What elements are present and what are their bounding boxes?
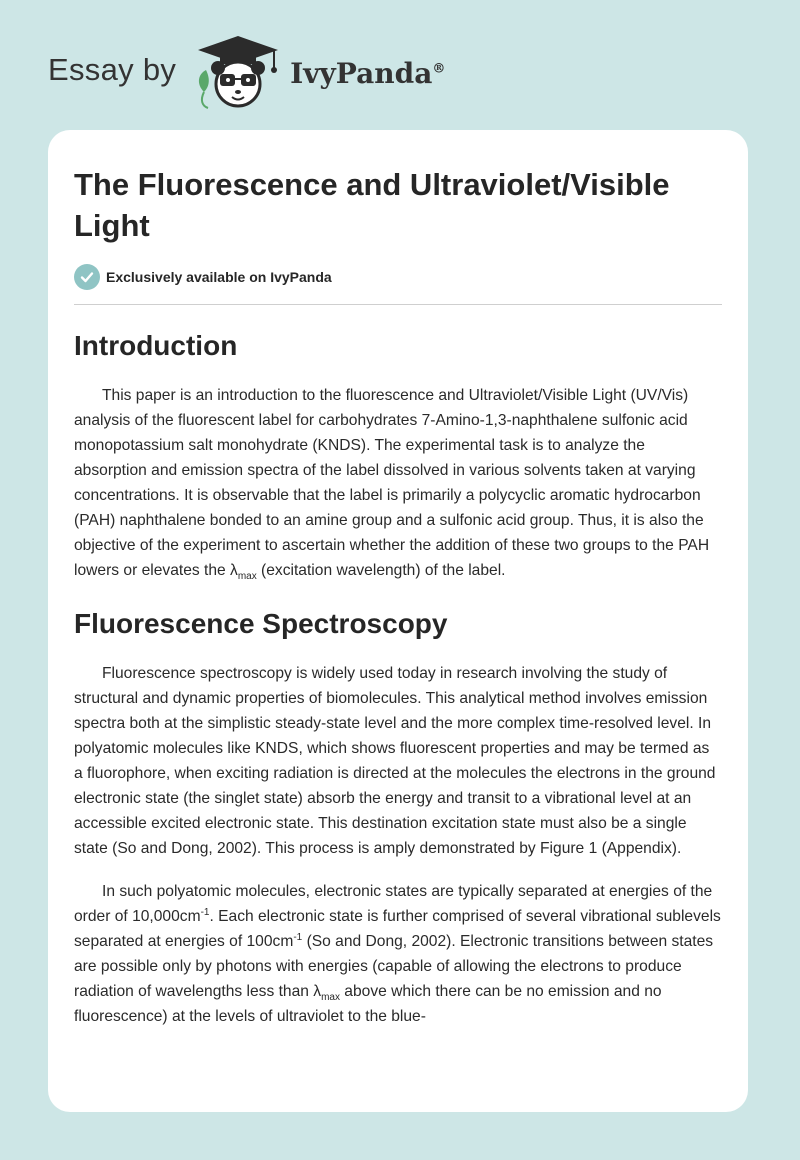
fluorescence-paragraph-1: Fluorescence spectroscopy is widely used today in research involving the study of structural and dynamic properties of biomolecules. This analytical method involves emission spectra both at the simplistic steady-state level and the more complex time-resolved level. In polyatomic molecules like KNDS, which shows fluorescent properties and may be termed as a fluorophore, when exciting radiation is directed at the molecules the electrons in the ground electronic state (the singlet state) absorb the energy and transit to a vibrational level at an accessible excited electronic state. This destination excitation state must also be a single state (So and Dong, 2002). This process is amply demonstrated by Figure 1 (Appendix). [74, 665, 716, 857]
brand-name[interactable]: IvyPanda® [290, 56, 446, 90]
exclusive-label: Exclusively available on IvyPanda [106, 269, 332, 285]
section-heading-introduction: Introduction [74, 330, 238, 361]
essay-by-label: Essay by [48, 52, 177, 87]
fluorescence-paragraph-2: In such polyatomic molecules, electronic states are typically separated at energies of the order of $10,000cm^{-1}$. Each electronic state is further comprised of several vibrational sublevels separated at energies of $100cm^{-1}$ (So and Dong, 2002). Electronic transitions between states are possible only by photons with energies (capable of allowing the electrons to produce radiation of wavelengths less than $\lambda_{max}$ above which there can be no emission and no fluorescence) at the levels of ultraviolet to the blue- [74, 883, 721, 1025]
site-header [48, 30, 445, 110]
article-card [48, 130, 748, 1112]
exclusive-badge [74, 264, 722, 305]
article-title: The Fluorescence and Ultraviolet/Visible Light [74, 167, 670, 243]
ivypanda-logo-icon[interactable] [190, 30, 286, 110]
section-heading-fluorescence: Fluorescence Spectroscopy [74, 608, 448, 639]
check-icon [74, 264, 100, 290]
intro-paragraph: This paper is an introduction to the fluorescence and Ultraviolet/Visible Light (UV/Vis) analysis of the fluorescent label for carbohydrates 7-Amino-1,3-naphthalene sulfonic acid monopotassium salt monohydrate (KNDS). The experimental task is to analyze the absorption and emission spectra of the label dissolved in various solvents taken at varying concentrations. It is observable that the label is primarily a polycyclic aromatic hydrocarbon (PAH) naphthalene bonded to an amine group and a sulfonic acid group. Thus, it is also the objective of the experiment to ascertain whether the addition of these two groups to the PAH lowers or elevates the $\lambda_{max}$ (excitation wavelength) of the label. [74, 387, 710, 583]
registered-mark: ® [432, 61, 446, 77]
